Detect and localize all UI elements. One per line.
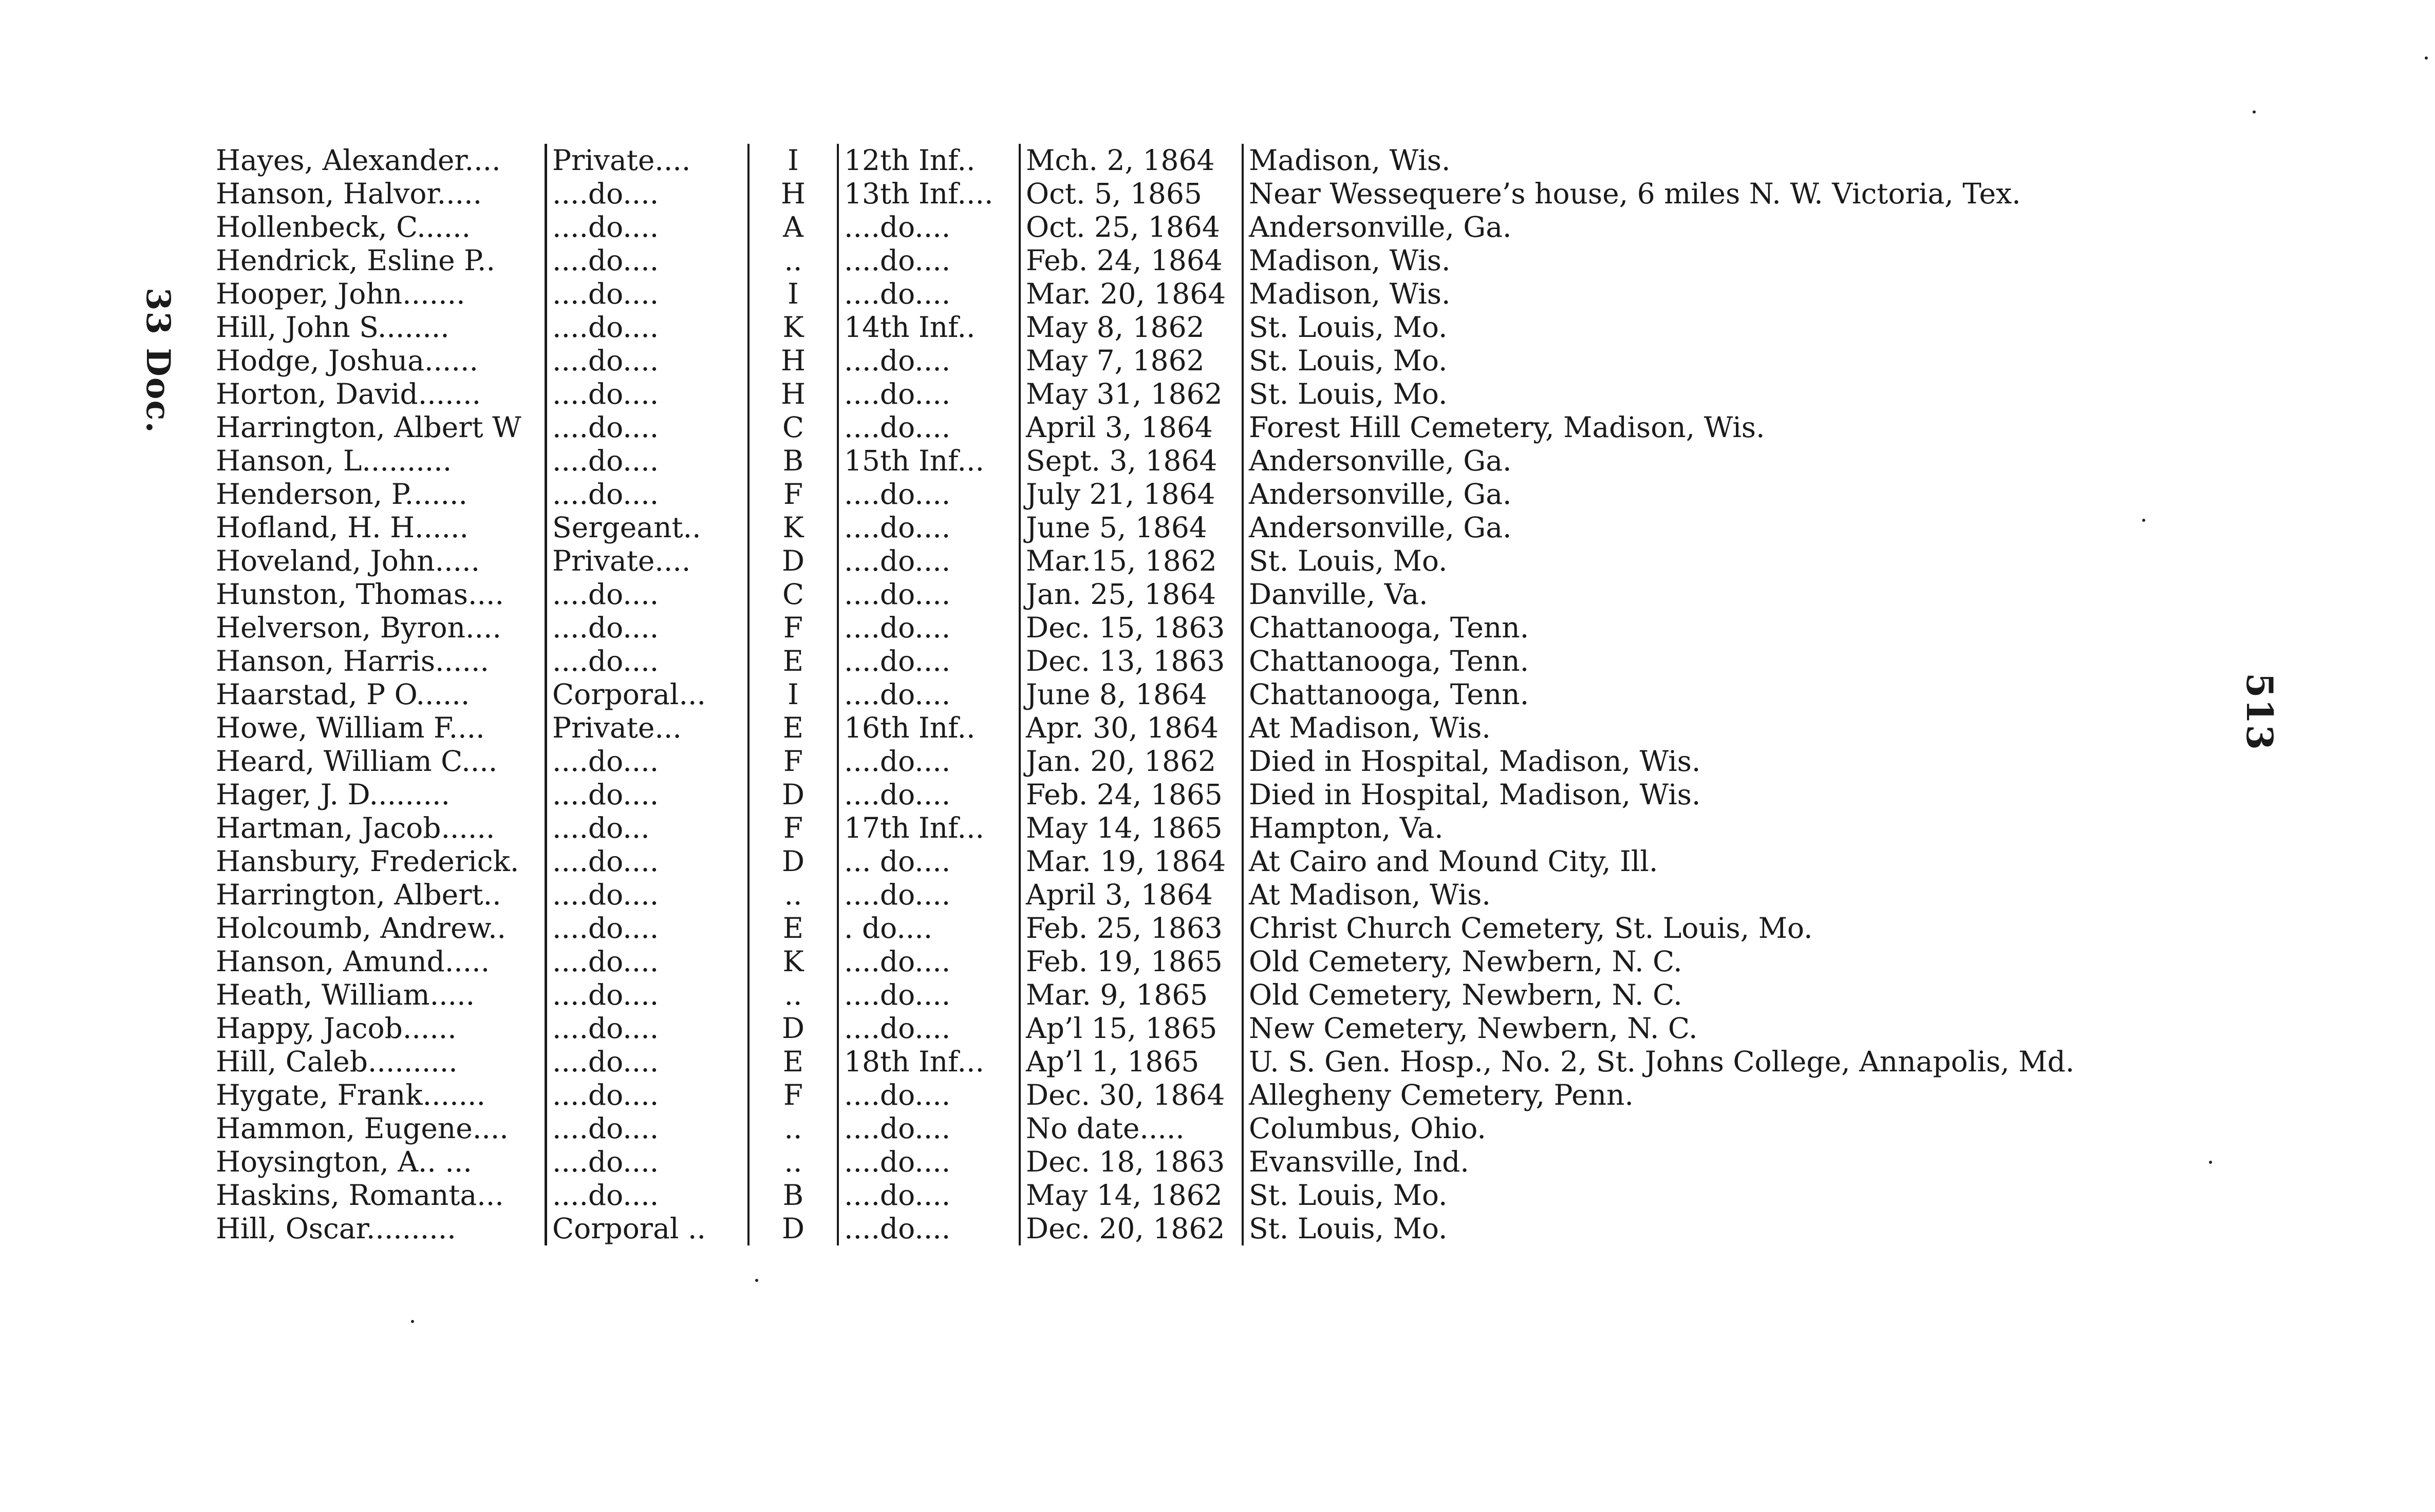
regiment-cell: ....do....	[838, 745, 1020, 778]
rank-cell: ....do....	[546, 1145, 749, 1179]
date-of-death-cell: Mar. 19, 1864	[1020, 845, 1243, 878]
print-speck	[2253, 110, 2256, 114]
table-row	[211, 611, 2127, 645]
print-speck	[2425, 56, 2428, 60]
regiment-cell: ....do....	[838, 277, 1020, 311]
rank-cell: ....do....	[546, 411, 749, 444]
date-of-death-cell: Oct. 25, 1864	[1020, 211, 1243, 244]
table-row	[211, 745, 2127, 778]
company-cell: B	[748, 1179, 838, 1212]
table-row	[211, 678, 2127, 711]
burial-place-cell: At Cairo and Mound City, Ill.	[1243, 845, 2127, 878]
burial-place-cell: Madison, Wis.	[1243, 244, 2127, 277]
rank-cell: ....do....	[546, 244, 749, 277]
soldier-name-cell: Hofland, H. H......	[216, 511, 469, 544]
rank-cell: ....do....	[546, 1012, 749, 1045]
company-cell: F	[748, 1079, 838, 1112]
soldier-name-cell: Harrington, Albert..	[216, 878, 501, 911]
date-of-death-cell: Mar. 20, 1864	[1020, 277, 1243, 311]
regiment-cell: ....do....	[838, 478, 1020, 511]
company-cell: C	[748, 411, 838, 444]
soldier-name-cell: Hartman, Jacob......	[216, 811, 495, 844]
table-row	[211, 1112, 2127, 1145]
soldier-name-cell: Hayes, Alexander....	[216, 144, 501, 177]
soldier-name-cell: Howe, William F....	[216, 711, 485, 744]
regiment-cell: ....do....	[838, 1212, 1020, 1245]
soldier-name-cell: Harrington, Albert W	[216, 411, 521, 444]
rank-cell: ....do....	[546, 912, 749, 945]
roster-body	[211, 144, 2127, 1245]
company-cell: E	[748, 912, 838, 945]
company-cell: D	[748, 845, 838, 878]
regiment-cell: ....do....	[838, 1012, 1020, 1045]
regiment-cell: . do....	[838, 912, 1020, 945]
date-of-death-cell: Sept. 3, 1864	[1020, 444, 1243, 478]
print-speck	[2209, 1161, 2212, 1164]
regiment-cell: 12th Inf..	[838, 144, 1020, 177]
burial-place-cell: Columbus, Ohio.	[1243, 1112, 2127, 1145]
rank-cell: ....do....	[546, 444, 749, 478]
table-row	[211, 912, 2127, 945]
soldier-name-cell: Hollenbeck, C......	[216, 211, 471, 243]
regiment-cell: ....do....	[838, 1112, 1020, 1145]
table-row	[211, 978, 2127, 1012]
soldier-name-cell: Hendrick, Esline P..	[216, 244, 495, 277]
rank-cell: ....do....	[546, 745, 749, 778]
company-cell: D	[748, 1212, 838, 1245]
burial-place-cell: Andersonville, Ga.	[1243, 478, 2127, 511]
soldier-name-cell: Hanson, Halvor.....	[216, 177, 482, 210]
table-row	[211, 144, 2127, 177]
company-cell: K	[748, 511, 838, 544]
company-cell: I	[748, 277, 838, 311]
rank-cell: ....do....	[546, 645, 749, 678]
company-cell: A	[748, 211, 838, 244]
rank-cell: ....do....	[546, 277, 749, 311]
table-row	[211, 277, 2127, 311]
regiment-cell: 15th Inf...	[838, 444, 1020, 478]
table-row	[211, 878, 2127, 912]
soldier-name-cell: Henderson, P.......	[216, 478, 467, 511]
date-of-death-cell: Ap’l 15, 1865	[1020, 1012, 1243, 1045]
table-row	[211, 511, 2127, 544]
date-of-death-cell: April 3, 1864	[1020, 411, 1243, 444]
date-of-death-cell: Feb. 24, 1864	[1020, 244, 1243, 277]
burial-place-cell: Madison, Wis.	[1243, 144, 2127, 177]
burial-place-cell: At Madison, Wis.	[1243, 711, 2127, 745]
table-row	[211, 945, 2127, 978]
regiment-cell: ... do....	[838, 845, 1020, 878]
table-row	[211, 778, 2127, 811]
burial-place-cell: Andersonville, Ga.	[1243, 511, 2127, 544]
table-row	[211, 377, 2127, 411]
rank-cell: ....do....	[546, 211, 749, 244]
company-cell: C	[748, 578, 838, 611]
company-cell: I	[748, 144, 838, 177]
burial-place-cell: Hampton, Va.	[1243, 811, 2127, 845]
table-row	[211, 845, 2127, 878]
burial-place-cell: Died in Hospital, Madison, Wis.	[1243, 778, 2127, 811]
date-of-death-cell: Jan. 20, 1862	[1020, 745, 1243, 778]
table-row	[211, 1012, 2127, 1045]
rank-cell: ....do....	[546, 1112, 749, 1145]
soldier-name-cell: Heard, William C....	[216, 745, 498, 778]
table-row	[211, 411, 2127, 444]
regiment-cell: ....do....	[838, 678, 1020, 711]
date-of-death-cell: Dec. 18, 1863	[1020, 1145, 1243, 1179]
date-of-death-cell: May 31, 1862	[1020, 377, 1243, 411]
company-cell: F	[748, 811, 838, 845]
table-row	[211, 211, 2127, 244]
soldier-name-cell: Happy, Jacob......	[216, 1012, 457, 1045]
regiment-cell: ....do....	[838, 611, 1020, 645]
burial-place-cell: Forest Hill Cemetery, Madison, Wis.	[1243, 411, 2127, 444]
burial-place-cell: New Cemetery, Newbern, N. C.	[1243, 1012, 2127, 1045]
company-cell: D	[748, 778, 838, 811]
company-cell: ..	[748, 878, 838, 912]
soldier-name-cell: Horton, David.......	[216, 377, 481, 410]
burial-place-cell: Old Cemetery, Newbern, N. C.	[1243, 945, 2127, 978]
rank-cell: Private...	[546, 711, 749, 745]
date-of-death-cell: Mch. 2, 1864	[1020, 144, 1243, 177]
print-speck	[755, 1279, 758, 1282]
burial-place-cell: U. S. Gen. Hosp., No. 2, St. Johns College, Annapolis, Md.	[1243, 1045, 2127, 1079]
date-of-death-cell: June 8, 1864	[1020, 678, 1243, 711]
company-cell: H	[748, 377, 838, 411]
date-of-death-cell: Dec. 20, 1862	[1020, 1212, 1243, 1245]
soldier-name-cell: Hanson, L..........	[216, 444, 452, 477]
soldier-name-cell: Heath, William.....	[216, 978, 475, 1011]
rank-cell: ....do...	[546, 811, 749, 845]
regiment-cell: ....do....	[838, 878, 1020, 912]
regiment-cell: ....do....	[838, 578, 1020, 611]
burial-place-cell: Allegheny Cemetery, Penn.	[1243, 1079, 2127, 1112]
table-row	[211, 1212, 2127, 1245]
soldier-name-cell: Hammon, Eugene....	[216, 1112, 509, 1145]
table-row	[211, 645, 2127, 678]
burial-place-cell: St. Louis, Mo.	[1243, 344, 2127, 377]
regiment-cell: ....do....	[838, 344, 1020, 377]
table-row	[211, 478, 2127, 511]
table-row	[211, 1179, 2127, 1212]
table-row	[211, 1079, 2127, 1112]
regiment-cell: ....do....	[838, 978, 1020, 1012]
company-cell: ..	[748, 1145, 838, 1179]
soldier-name-cell: Hoveland, John.....	[216, 544, 480, 577]
soldier-name-cell: Haskins, Romanta...	[216, 1179, 504, 1212]
rank-cell: ....do....	[546, 1079, 749, 1112]
rank-cell: ....do....	[546, 311, 749, 344]
burial-place-cell: Christ Church Cemetery, St. Louis, Mo.	[1243, 912, 2127, 945]
company-cell: D	[748, 1012, 838, 1045]
burial-place-cell: Andersonville, Ga.	[1243, 444, 2127, 478]
burial-place-cell: Madison, Wis.	[1243, 277, 2127, 311]
regiment-cell: ....do....	[838, 645, 1020, 678]
company-cell: F	[748, 611, 838, 645]
table-row	[211, 344, 2127, 377]
table-row	[211, 311, 2127, 344]
soldier-name-cell: Hill, Oscar..........	[216, 1212, 456, 1245]
table-row	[211, 578, 2127, 611]
rank-cell: ....do....	[546, 1045, 749, 1079]
soldier-name-cell: Hygate, Frank.......	[216, 1079, 486, 1111]
company-cell: ..	[748, 978, 838, 1012]
burial-place-cell: St. Louis, Mo.	[1243, 377, 2127, 411]
date-of-death-cell: Oct. 5, 1865	[1020, 177, 1243, 211]
rank-cell: ....do....	[546, 845, 749, 878]
rank-cell: ....do....	[546, 978, 749, 1012]
regiment-cell: ....do....	[838, 544, 1020, 578]
soldier-name-cell: Hansbury, Frederick.	[216, 845, 519, 878]
soldier-name-cell: Hanson, Harris......	[216, 645, 489, 677]
soldier-name-cell: Hill, John S........	[216, 311, 449, 344]
rank-cell: ....do....	[546, 778, 749, 811]
rank-cell: ....do....	[546, 344, 749, 377]
regiment-cell: 13th Inf....	[838, 177, 1020, 211]
date-of-death-cell: May 7, 1862	[1020, 344, 1243, 377]
burial-place-cell: Old Cemetery, Newbern, N. C.	[1243, 978, 2127, 1012]
regiment-cell: 18th Inf...	[838, 1045, 1020, 1079]
table-row	[211, 544, 2127, 578]
date-of-death-cell: Feb. 24, 1865	[1020, 778, 1243, 811]
date-of-death-cell: April 3, 1864	[1020, 878, 1243, 912]
soldier-name-cell: Hooper, John.......	[216, 277, 465, 310]
regiment-cell: ....do....	[838, 377, 1020, 411]
print-speck	[411, 1320, 414, 1323]
soldier-name-cell: Hoysington, A.. ...	[216, 1145, 472, 1178]
soldier-name-cell: Hanson, Amund.....	[216, 945, 490, 978]
burial-place-cell: Evansville, Ind.	[1243, 1145, 2127, 1179]
burial-place-cell: St. Louis, Mo.	[1243, 1212, 2127, 1245]
date-of-death-cell: May 14, 1865	[1020, 811, 1243, 845]
date-of-death-cell: June 5, 1864	[1020, 511, 1243, 544]
soldier-name-cell: Hill, Caleb..........	[216, 1045, 458, 1078]
rank-cell: ....do....	[546, 478, 749, 511]
company-cell: H	[748, 177, 838, 211]
regiment-cell: ....do....	[838, 945, 1020, 978]
company-cell: H	[748, 344, 838, 377]
regiment-cell: ....do....	[838, 211, 1020, 244]
date-of-death-cell: Ap’l 1, 1865	[1020, 1045, 1243, 1079]
soldier-name-cell: Holcoumb, Andrew..	[216, 912, 507, 944]
date-of-death-cell: Dec. 15, 1863	[1020, 611, 1243, 645]
page-number: 513	[2238, 673, 2281, 751]
company-cell: K	[748, 311, 838, 344]
date-of-death-cell: Feb. 19, 1865	[1020, 945, 1243, 978]
regiment-cell: ....do....	[838, 244, 1020, 277]
table-row	[211, 1145, 2127, 1179]
date-of-death-cell: May 8, 1862	[1020, 311, 1243, 344]
soldier-name-cell: Helverson, Byron....	[216, 611, 501, 644]
regiment-cell: 14th Inf..	[838, 311, 1020, 344]
regiment-cell: ....do....	[838, 511, 1020, 544]
regiment-cell: ....do....	[838, 1179, 1020, 1212]
table-row	[211, 711, 2127, 745]
burial-roster-table	[211, 144, 2127, 1245]
burial-place-cell: Chattanooga, Tenn.	[1243, 678, 2127, 711]
burial-place-cell: Died in Hospital, Madison, Wis.	[1243, 745, 2127, 778]
date-of-death-cell: No date.....	[1020, 1112, 1243, 1145]
company-cell: ..	[748, 244, 838, 277]
rank-cell: ....do....	[546, 611, 749, 645]
company-cell: D	[748, 544, 838, 578]
table-row	[211, 244, 2127, 277]
company-cell: E	[748, 1045, 838, 1079]
burial-place-cell: Chattanooga, Tenn.	[1243, 611, 2127, 645]
regiment-cell: ....do....	[838, 778, 1020, 811]
date-of-death-cell: Apr. 30, 1864	[1020, 711, 1243, 745]
company-cell: E	[748, 711, 838, 745]
date-of-death-cell: July 21, 1864	[1020, 478, 1243, 511]
rank-cell: ....do....	[546, 878, 749, 912]
company-cell: K	[748, 945, 838, 978]
margin-document-label: 33 Doc.	[139, 288, 177, 434]
rank-cell: ....do....	[546, 945, 749, 978]
company-cell: ..	[748, 1112, 838, 1145]
regiment-cell: ....do....	[838, 1145, 1020, 1179]
print-speck	[2142, 519, 2145, 522]
date-of-death-cell: May 14, 1862	[1020, 1179, 1243, 1212]
company-cell: F	[748, 745, 838, 778]
rank-cell: Private....	[546, 144, 749, 177]
company-cell: B	[748, 444, 838, 478]
rank-cell: Private....	[546, 544, 749, 578]
rank-cell: ....do....	[546, 1179, 749, 1212]
rank-cell: ....do....	[546, 177, 749, 211]
company-cell: F	[748, 478, 838, 511]
date-of-death-cell: Dec. 13, 1863	[1020, 645, 1243, 678]
company-cell: E	[748, 645, 838, 678]
rank-cell: ....do....	[546, 578, 749, 611]
burial-place-cell: St. Louis, Mo.	[1243, 544, 2127, 578]
burial-place-cell: At Madison, Wis.	[1243, 878, 2127, 912]
table-row	[211, 1045, 2127, 1079]
soldier-name-cell: Hager, J. D.........	[216, 778, 450, 811]
rank-cell: ....do....	[546, 377, 749, 411]
company-cell: I	[748, 678, 838, 711]
rank-cell: Corporal ..	[546, 1212, 749, 1245]
soldier-name-cell: Hodge, Joshua......	[216, 344, 478, 377]
burial-place-cell: Danville, Va.	[1243, 578, 2127, 611]
regiment-cell: 17th Inf...	[838, 811, 1020, 845]
burial-place-cell: St. Louis, Mo.	[1243, 1179, 2127, 1212]
date-of-death-cell: Jan. 25, 1864	[1020, 578, 1243, 611]
regiment-cell: ....do....	[838, 411, 1020, 444]
date-of-death-cell: Mar. 9, 1865	[1020, 978, 1243, 1012]
soldier-name-cell: Haarstad, P O......	[216, 678, 470, 711]
soldier-name-cell: Hunston, Thomas....	[216, 578, 504, 611]
burial-place-cell: Chattanooga, Tenn.	[1243, 645, 2127, 678]
table-row	[211, 811, 2127, 845]
date-of-death-cell: Feb. 25, 1863	[1020, 912, 1243, 945]
table-row	[211, 177, 2127, 211]
regiment-cell: ....do....	[838, 1079, 1020, 1112]
date-of-death-cell: Mar.15, 1862	[1020, 544, 1243, 578]
burial-place-cell: St. Louis, Mo.	[1243, 311, 2127, 344]
rank-cell: Sergeant..	[546, 511, 749, 544]
table-row	[211, 444, 2127, 478]
burial-place-cell: Near Wessequere’s house, 6 miles N. W. Victoria, Tex.	[1243, 177, 2127, 211]
burial-place-cell: Andersonville, Ga.	[1243, 211, 2127, 244]
rank-cell: Corporal...	[546, 678, 749, 711]
regiment-cell: 16th Inf..	[838, 711, 1020, 745]
date-of-death-cell: Dec. 30, 1864	[1020, 1079, 1243, 1112]
